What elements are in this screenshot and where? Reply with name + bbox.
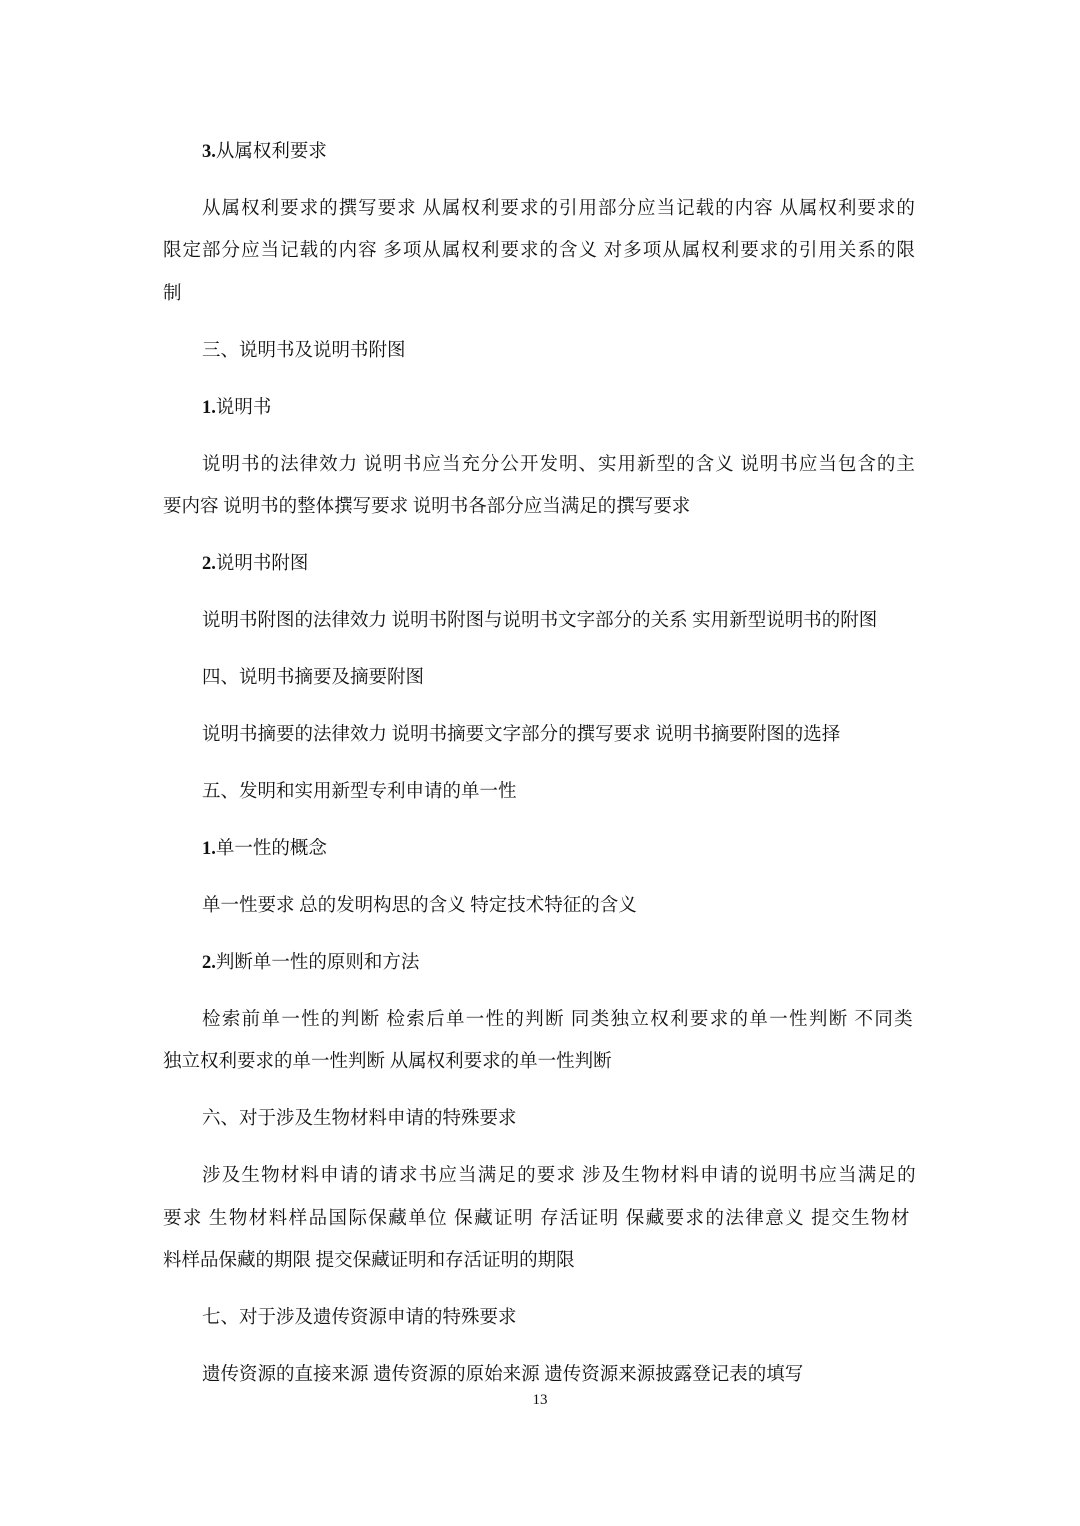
paragraph-line: 说明书摘要的法律效力 说明书摘要文字部分的撰写要求 说明书摘要附图的选择 <box>202 725 841 745</box>
paragraph-line: 要求 生物材料样品国际保藏单位 保藏证明 存活证明 保藏要求的法律意义 提交生物材 <box>163 1209 911 1229</box>
section-heading <box>202 951 419 975</box>
heading-text: 五、发明和实用新型专利申请的单一性 <box>202 782 517 802</box>
section-heading <box>202 1306 517 1330</box>
heading-number: 3. <box>202 142 216 162</box>
paragraph-line: 遗传资源的直接来源 遗传资源的原始来源 遗传资源来源披露登记表的填写 <box>202 1365 804 1385</box>
heading-text: 四、说明书摘要及摘要附图 <box>202 668 425 688</box>
heading-text: 说明书附图 <box>215 554 309 574</box>
paragraph-line: 说明书的法律效力 说明书应当充分公开发明、实用新型的含义 说明书应当包含的主 <box>202 455 916 475</box>
heading-text: 七、对于涉及遗传资源申请的特殊要求 <box>202 1308 517 1328</box>
heading-number: 1. <box>202 839 216 859</box>
heading-text: 单一性的概念 <box>215 839 327 859</box>
heading-text: 判断单一性的原则和方法 <box>215 953 420 973</box>
heading-number: 1. <box>202 398 216 418</box>
paragraph-line: 从属权利要求的撰写要求 从属权利要求的引用部分应当记载的内容 从属权利要求的 <box>202 199 916 219</box>
paragraph-line: 独立权利要求的单一性判断 从属权利要求的单一性判断 <box>163 1052 612 1072</box>
section-heading <box>202 396 271 420</box>
heading-text: 从属权利要求 <box>215 142 327 162</box>
paragraph-line: 涉及生物材料申请的请求书应当满足的要求 涉及生物材料申请的说明书应当满足的 <box>202 1166 917 1186</box>
section-heading <box>202 1107 517 1131</box>
paragraph-line: 检索前单一性的判断 检索后单一性的判断 同类独立权利要求的单一性判断 不同类 <box>202 1010 914 1030</box>
page-number: 13 <box>532 1392 548 1408</box>
paragraph-line: 限定部分应当记载的内容 多项从属权利要求的含义 对多项从属权利要求的引用关系的限 <box>163 241 916 261</box>
section-heading <box>202 339 406 363</box>
section-heading <box>202 140 327 164</box>
section-heading <box>202 837 327 861</box>
heading-text: 六、对于涉及生物材料申请的特殊要求 <box>202 1109 517 1129</box>
heading-number: 2. <box>202 554 216 574</box>
heading-number: 2. <box>202 953 216 973</box>
section-heading <box>202 552 308 576</box>
paragraph-line: 制 <box>163 284 182 304</box>
paragraph-line: 单一性要求 总的发明构思的含义 特定技术特征的含义 <box>202 896 637 916</box>
paragraph-line: 要内容 说明书的整体撰写要求 说明书各部分应当满足的撰写要求 <box>163 497 691 517</box>
paragraph-line: 料样品保藏的期限 提交保藏证明和存活证明的期限 <box>163 1251 575 1271</box>
heading-text: 说明书 <box>215 398 272 418</box>
heading-text: 三、说明书及说明书附图 <box>202 341 406 361</box>
section-heading <box>202 666 424 690</box>
paragraph-line: 说明书附图的法律效力 说明书附图与说明书文字部分的关系 实用新型说明书的附图 <box>202 611 878 631</box>
section-heading <box>202 780 517 804</box>
